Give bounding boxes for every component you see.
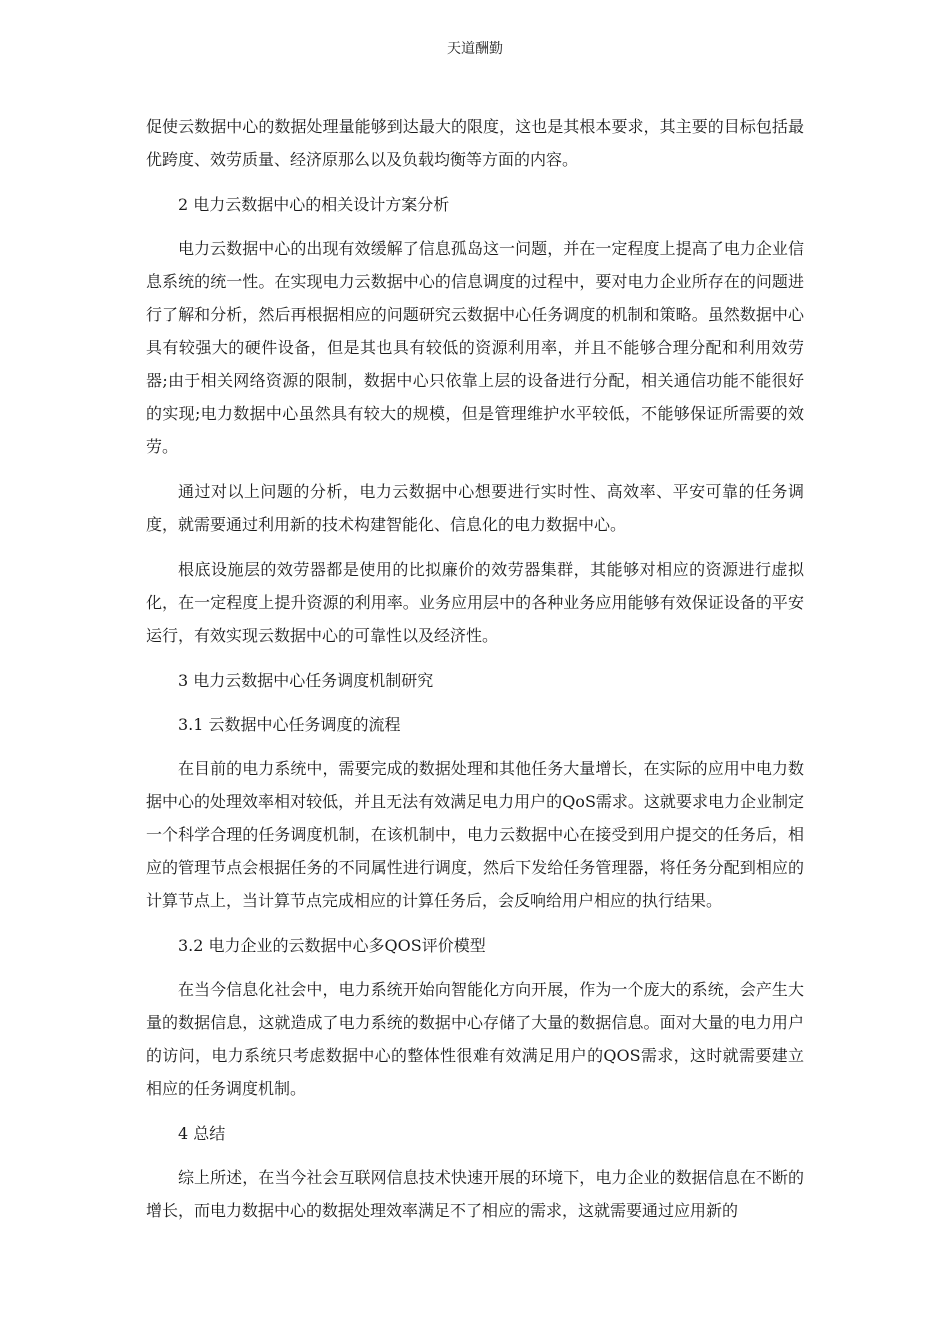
paragraph-continuation: 促使云数据中心的数据处理量能够到达最大的限度，这也是其根本要求，其主要的目标包括最优跨度、效劳质量、经济原那么以及负载均衡等方面的内容。 <box>146 117 804 169</box>
paragraph-scheduling-flow: 在目前的电力系统中，需要完成的数据处理和其他任务大量增长，在实际的应用中电力数据中心的处理效率相对较低，并且无法有效满足电力用户的QoS需求。这就要求电力企业制定一个科学合理的任务调度机制，在该机制中，电力云数据中心在接受到用户提交的任务后，相应的管理节点会根据任务的不同属性进行调度，然后下发给任务管理器，将任务分配到相应的计算节点上，当计算节点完成相应的计算任务后，会反响给用户相应的执行结果。 <box>146 759 804 910</box>
paragraph-design-analysis: 电力云数据中心的出现有效缓解了信息孤岛这一问题，并在一定程度上提高了电力企业信息系统的统一性。在实现电力云数据中心的信息调度的过程中，要对电力企业所存在的问题进行了解和分析，然后再根据相应的问题研究云数据中心任务调度的机制和策略。虽然数据中心具有较强大的硬件设备，但是其也具有较低的资源利用率，并且不能够合理分配和利用效劳器;由于相关网络资源的限制，数据中心只依靠上层的设备进行分配，相关通信功能不能很好的实现;电力数据中心虽然具有较大的规模，但是管理维护水平较低，不能够保证所需要的效劳。 <box>146 239 804 456</box>
subsection-heading-3-2: 3.2 电力企业的云数据中心多QOS评价模型 <box>178 936 486 955</box>
subsection-heading-3-1: 3.1 云数据中心任务调度的流程 <box>178 715 401 734</box>
paragraph-infrastructure: 根底设施层的效劳器都是使用的比拟廉价的效劳器集群，其能够对相应的资源进行虚拟化，在一定程度上提升资源的利用率。业务应用层中的各种业务应用能够有效保证设备的平安运行，有效实现云数据中心的可靠性以及经济性。 <box>146 560 804 645</box>
document-body <box>146 110 804 1239</box>
page-header: 天道酬勤 <box>447 41 503 57</box>
section-heading-4: 4 总结 <box>178 1124 226 1143</box>
paragraph-qos-model: 在当今信息化社会中，电力系统开始向智能化方向开展，作为一个庞大的系统，会产生大量的数据信息，这就造成了电力系统的数据中心存储了大量的数据信息。面对大量的电力用户的访问，电力系统只考虑数据中心的整体性很难有效满足用户的QOS需求，这时就需要建立相应的任务调度机制。 <box>146 980 804 1098</box>
paragraph-problem-analysis: 通过对以上问题的分析，电力云数据中心想要进行实时性、高效率、平安可靠的任务调度，就需要通过利用新的技术构建智能化、信息化的电力数据中心。 <box>146 482 804 534</box>
paragraph-summary: 综上所述，在当今社会互联网信息技术快速开展的环境下，电力企业的数据信息在不断的增长，而电力数据中心的数据处理效率满足不了相应的需求，这就需要通过应用新的 <box>146 1168 804 1220</box>
section-heading-3: 3 电力云数据中心任务调度机制研究 <box>178 671 434 690</box>
section-heading-2: 2 电力云数据中心的相关设计方案分析 <box>178 195 450 214</box>
